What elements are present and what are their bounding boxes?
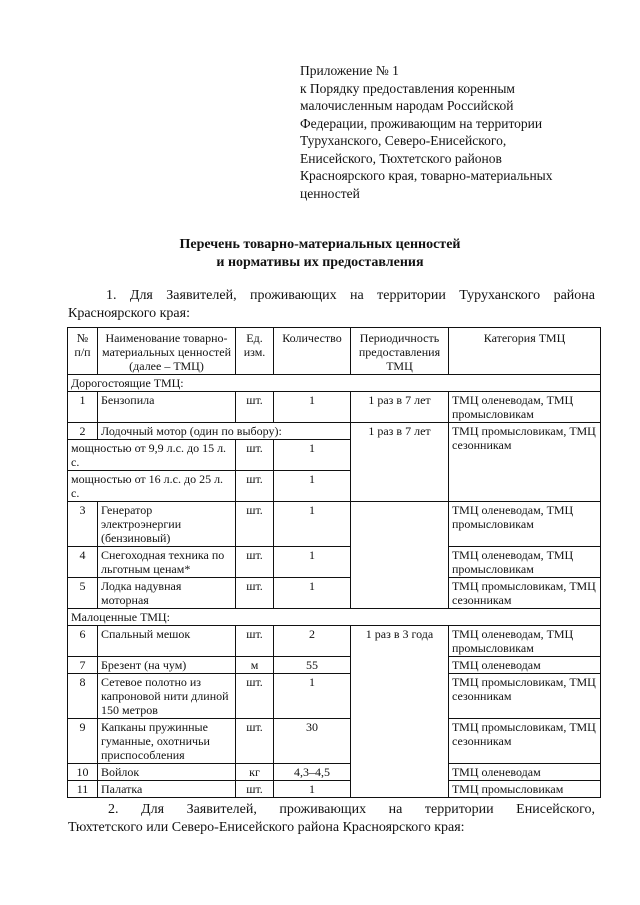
row-category: ТМЦ промысловикам, ТМЦ сезонникам bbox=[449, 674, 601, 719]
row-qty: 30 bbox=[274, 719, 351, 764]
tmc-table bbox=[67, 327, 601, 798]
row-unit: шт. bbox=[236, 392, 274, 423]
row-category: ТМЦ промысловикам, ТМЦ сезонникам bbox=[449, 578, 601, 609]
row-num: 11 bbox=[68, 781, 98, 798]
row-num: 4 bbox=[68, 547, 98, 578]
table-row bbox=[68, 392, 601, 423]
row-unit: шт. bbox=[236, 502, 274, 547]
header-name: Наименование товарно-материальных ценностей (далее – ТМЦ) bbox=[98, 328, 236, 375]
row-num: 9 bbox=[68, 719, 98, 764]
title-line-2: и нормативы их предоставления bbox=[216, 255, 424, 270]
row-unit: шт. bbox=[236, 578, 274, 609]
appendix-line: ценностей bbox=[300, 185, 360, 201]
row-unit: шт. bbox=[236, 719, 274, 764]
row-category: ТМЦ оленеводам, ТМЦ промысловикам bbox=[449, 626, 601, 657]
row-category: ТМЦ оленеводам bbox=[449, 657, 601, 674]
row-category: ТМЦ промысловикам, ТМЦ сезонникам bbox=[449, 719, 601, 764]
appendix-line: к Порядку предоставления коренным bbox=[300, 80, 515, 96]
row-name: Спальный мешок bbox=[98, 626, 236, 657]
row-qty: 1 bbox=[274, 502, 351, 547]
row-period: 1 раз в 7 лет bbox=[351, 392, 449, 423]
row-unit: шт. bbox=[236, 547, 274, 578]
row-name: Войлок bbox=[98, 764, 236, 781]
row-category: ТМЦ оленеводам, ТМЦ промысловикам bbox=[449, 547, 601, 578]
row-qty: 1 bbox=[274, 471, 351, 502]
row-name: Палатка bbox=[98, 781, 236, 798]
title-line-1: Перечень товарно-материальных ценностей bbox=[179, 237, 461, 252]
appendix-line: Красноярского края, товарно-материальных bbox=[300, 168, 553, 183]
header-period: Периодичность предоставления ТМЦ bbox=[351, 328, 449, 375]
row-category: ТМЦ промысловикам bbox=[449, 781, 601, 798]
row-category: ТМЦ оленеводам bbox=[449, 764, 601, 781]
row-unit: шт. bbox=[236, 674, 274, 719]
row-category: ТМЦ оленеводам, ТМЦ промысловикам bbox=[449, 392, 601, 423]
document-title bbox=[0, 236, 640, 272]
table-row bbox=[68, 764, 601, 781]
table-row bbox=[68, 657, 601, 674]
row-category: ТМЦ промысловикам, ТМЦ сезонникам bbox=[449, 423, 601, 502]
section-1-line-2: Красноярского края: bbox=[68, 306, 190, 321]
row-qty: 1 bbox=[274, 781, 351, 798]
row-period-empty bbox=[351, 502, 449, 609]
table-row bbox=[68, 719, 601, 764]
row-num: 5 bbox=[68, 578, 98, 609]
header-category: Категория ТМЦ bbox=[449, 328, 601, 375]
section-2-line-1: 2. Для Заявителей, проживающих на территории Енисейского, bbox=[108, 802, 595, 817]
appendix-line: Енисейского, Тюхтетского районов bbox=[300, 150, 502, 166]
row-num: 1 bbox=[68, 392, 98, 423]
appendix-line: Федерации, проживающим на территории bbox=[300, 115, 543, 131]
row-unit: шт. bbox=[236, 781, 274, 798]
row-name: Капканы пружинные гуманные, охотничьи приспособления bbox=[98, 719, 236, 764]
table-header-row bbox=[68, 328, 601, 375]
row-qty: 1 bbox=[274, 392, 351, 423]
group-row-cheap bbox=[68, 609, 601, 626]
row-name: Сетевое полотно из капроновой нити длиной 150 метров bbox=[98, 674, 236, 719]
table-row bbox=[68, 578, 601, 609]
row-qty: 1 bbox=[274, 440, 351, 471]
appendix-line: Приложение № 1 bbox=[300, 63, 399, 78]
row-unit: шт. bbox=[236, 471, 274, 502]
row-name: Генератор электроэнергии (бензиновый) bbox=[98, 502, 236, 547]
row-num: 2 bbox=[68, 423, 98, 440]
appendix-header bbox=[300, 62, 620, 202]
row-qty: 55 bbox=[274, 657, 351, 674]
row-num: 6 bbox=[68, 626, 98, 657]
row-category: ТМЦ оленеводам, ТМЦ промысловикам bbox=[449, 502, 601, 547]
section-2-line-2: Тюхтетского или Северо-Енисейского района Красноярского края: bbox=[68, 820, 465, 835]
table-row bbox=[68, 781, 601, 798]
table-row bbox=[68, 626, 601, 657]
appendix-line: Туруханского, Северо-Енисейского, bbox=[300, 133, 507, 148]
table-row bbox=[68, 423, 601, 440]
row-num: 10 bbox=[68, 764, 98, 781]
row-qty: 2 bbox=[274, 626, 351, 657]
row-unit: шт. bbox=[236, 440, 274, 471]
group-row-expensive bbox=[68, 375, 601, 392]
table-row bbox=[68, 547, 601, 578]
row-name: Брезент (на чум) bbox=[98, 657, 236, 674]
table-row bbox=[68, 674, 601, 719]
row-unit: кг bbox=[236, 764, 274, 781]
table-row bbox=[68, 502, 601, 547]
row-period: 1 раз в 3 года bbox=[351, 626, 449, 798]
header-qty: Количество bbox=[274, 328, 351, 375]
row-qty: 1 bbox=[274, 547, 351, 578]
header-unit: Ед. изм. bbox=[236, 328, 274, 375]
row-name: Снегоходная техника по льготным ценам* bbox=[98, 547, 236, 578]
row-qty: 1 bbox=[274, 578, 351, 609]
row-num: 3 bbox=[68, 502, 98, 547]
row-name: мощностью от 9,9 л.с. до 15 л. с. bbox=[68, 440, 236, 471]
row-unit: шт. bbox=[236, 626, 274, 657]
row-period: 1 раз в 7 лет bbox=[351, 423, 449, 502]
row-unit: м bbox=[236, 657, 274, 674]
group-label: Дорогостоящие ТМЦ: bbox=[68, 375, 601, 392]
appendix-line: малочисленным народам Российской bbox=[300, 98, 514, 113]
header-num: № п/п bbox=[68, 328, 98, 375]
row-name: мощностью от 16 л.с. до 25 л. с. bbox=[68, 471, 236, 502]
group-label: Малоценные ТМЦ: bbox=[68, 609, 601, 626]
section-1-line-1: 1. Для Заявителей, проживающих на территории Туруханского района bbox=[106, 288, 595, 303]
row-name: Лодка надувная моторная bbox=[98, 578, 236, 609]
row-qty: 1 bbox=[274, 674, 351, 719]
section-2-intro bbox=[68, 801, 595, 837]
row-name: Лодочный мотор (один по выбору): bbox=[98, 423, 351, 440]
section-1-intro bbox=[68, 287, 595, 323]
row-name: Бензопила bbox=[98, 392, 236, 423]
row-num: 8 bbox=[68, 674, 98, 719]
row-qty: 4,3–4,5 bbox=[274, 764, 351, 781]
row-num: 7 bbox=[68, 657, 98, 674]
